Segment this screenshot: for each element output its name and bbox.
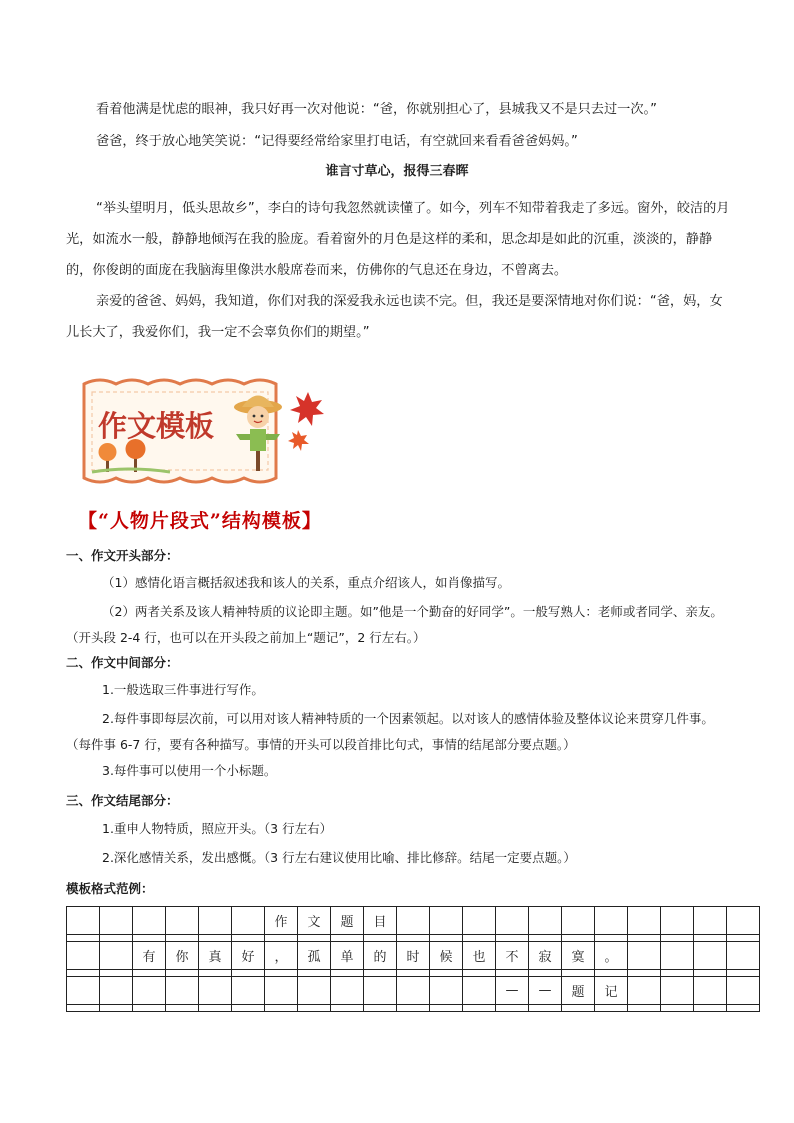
grid-cell: 真 xyxy=(199,942,232,970)
section-title: 【“人物片段式”结构模板】 xyxy=(78,510,322,532)
grid-cell: 寂 xyxy=(529,942,562,970)
grid-spacer-cell xyxy=(529,970,562,977)
outline-heading-2: 二、作文中间部分： xyxy=(66,655,179,670)
grid-cell: 有 xyxy=(133,942,166,970)
grid-cell: 作 xyxy=(265,907,298,935)
grid-cell xyxy=(661,907,694,935)
grid-spacer-cell xyxy=(298,935,331,942)
grid-spacer-cell xyxy=(397,935,430,942)
grid-spacer-cell xyxy=(133,970,166,977)
grid-spacer-cell xyxy=(694,970,727,977)
story-paragraph-1: 看着他满是忧虑的眼神，我只好再一次对他说：“爸，你就别担心了，县城我又不是只去过一次。” xyxy=(96,102,657,117)
grid-spacer-cell xyxy=(529,935,562,942)
grid-spacer-cell xyxy=(463,970,496,977)
grid-spacer-row xyxy=(67,935,760,942)
grid-row xyxy=(67,907,760,935)
grid-spacer-cell xyxy=(199,970,232,977)
grid-spacer-cell xyxy=(364,970,397,977)
grid-spacer-cell xyxy=(364,1005,397,1012)
grid-cell xyxy=(727,977,760,1005)
grid-cell xyxy=(529,907,562,935)
grid-cell xyxy=(397,977,430,1005)
grid-cell xyxy=(595,907,628,935)
grid-spacer-row xyxy=(67,1005,760,1012)
grid-spacer-cell xyxy=(232,935,265,942)
grid-cell: 你 xyxy=(166,942,199,970)
essay-template-banner xyxy=(70,374,330,486)
grid-cell xyxy=(100,907,133,935)
grid-cell xyxy=(727,907,760,935)
outline-item: 2.每件事即每层次前，可以用对该人精神特质的一个因素领起。以对该人的感情体验及整体议论来贯穿几件事。（每件事 6-7 行，要有各种描写。事情的开头可以段首排比句式，事情的结尾部分要点题。） xyxy=(66,711,714,752)
grid-cell: 不 xyxy=(496,942,529,970)
grid-cell xyxy=(199,907,232,935)
grid-spacer-cell xyxy=(67,1005,100,1012)
grid-spacer-cell xyxy=(232,970,265,977)
grid-spacer-cell xyxy=(430,1005,463,1012)
outline-item: 2.深化感情关系，发出感慨。（3 行左右建议使用比喻、排比修辞。结尾一定要点题。） xyxy=(102,850,576,865)
grid-spacer-cell xyxy=(628,970,661,977)
grid-spacer-cell xyxy=(265,935,298,942)
banner-title: 作文模板 xyxy=(98,409,215,443)
grid-spacer-cell xyxy=(331,1005,364,1012)
grid-cell: 时 xyxy=(397,942,430,970)
grid-spacer-cell xyxy=(265,970,298,977)
grid-spacer-cell xyxy=(496,970,529,977)
grid-spacer-cell xyxy=(463,1005,496,1012)
grid-cell xyxy=(265,977,298,1005)
grid-spacer-cell xyxy=(166,935,199,942)
grid-spacer-cell xyxy=(562,935,595,942)
story-paragraph-3: “举头望明月，低头思故乡”，李白的诗句我忽然就读懂了。如今，列车不知带着我走了多远。窗外，皎洁的月光，如流水一般，静静地倾泻在我的脸庞。看着窗外的月色是这样的柔和，思念却是如此的沉重，淡淡的，静静的，你俊朗的面庞在我脑海里像洪水般席卷而来，仿佛你的气息还在身边，不曾离去。 xyxy=(66,201,730,278)
grid-cell xyxy=(628,977,661,1005)
grid-cell xyxy=(694,942,727,970)
grid-spacer-cell xyxy=(364,935,397,942)
grid-cell xyxy=(67,977,100,1005)
grid-spacer-cell xyxy=(628,935,661,942)
grid-spacer-cell xyxy=(100,1005,133,1012)
grid-cell xyxy=(628,907,661,935)
outline-item: （2）两者关系及该人精神特质的议论即主题。如”他是一个勤奋的好同学”。一般写熟人：老师或者同学、亲友。（开头段 2-4 行，也可以在开头段之前加上“题记”，2 行左右。） xyxy=(66,604,723,645)
grid-spacer-cell xyxy=(694,935,727,942)
grid-cell: 题 xyxy=(331,907,364,935)
grid-spacer-cell xyxy=(298,970,331,977)
grid-cell xyxy=(298,977,331,1005)
grid-spacer-cell xyxy=(496,1005,529,1012)
grid-spacer-cell xyxy=(727,970,760,977)
grid-cell: 寞 xyxy=(562,942,595,970)
outline-item: 1.重申人物特质，照应开头。（3 行左右） xyxy=(102,821,333,836)
grid-spacer-cell xyxy=(529,1005,562,1012)
grid-spacer-cell xyxy=(430,935,463,942)
grid-spacer-cell xyxy=(166,1005,199,1012)
grid-cell xyxy=(694,977,727,1005)
grid-cell xyxy=(232,977,265,1005)
grid-spacer-cell xyxy=(661,970,694,977)
grid-spacer-cell xyxy=(463,935,496,942)
grid-cell: — xyxy=(529,977,562,1005)
grid-spacer-cell xyxy=(397,970,430,977)
grid-cell xyxy=(133,907,166,935)
grid-cell xyxy=(100,977,133,1005)
grid-spacer-cell xyxy=(661,1005,694,1012)
grid-cell xyxy=(463,977,496,1005)
grid-cell xyxy=(397,907,430,935)
grid-cell xyxy=(430,977,463,1005)
grid-spacer-cell xyxy=(430,970,463,977)
grid-cell: 目 xyxy=(364,907,397,935)
grid-cell xyxy=(562,907,595,935)
grid-cell xyxy=(331,977,364,1005)
grid-spacer-cell xyxy=(595,935,628,942)
grid-cell xyxy=(100,942,133,970)
grid-cell xyxy=(166,977,199,1005)
grid-cell xyxy=(232,907,265,935)
grid-cell: 文 xyxy=(298,907,331,935)
grid-spacer-cell xyxy=(199,1005,232,1012)
grid-cell xyxy=(67,907,100,935)
outline-heading-1: 一、作文开头部分： xyxy=(66,548,179,563)
story-paragraph-2: 爸爸，终于放心地笑笑说：“记得要经常给家里打电话，有空就回来看看爸爸妈妈。” xyxy=(96,134,578,149)
grid-spacer-cell xyxy=(694,1005,727,1012)
banner-frame-illustration xyxy=(70,374,330,486)
grid-spacer-cell xyxy=(67,935,100,942)
grid-cell xyxy=(661,977,694,1005)
grid-cell xyxy=(199,977,232,1005)
grid-spacer-cell xyxy=(298,1005,331,1012)
maple-leaf-icon xyxy=(290,392,324,426)
grid-spacer-cell xyxy=(100,970,133,977)
grid-spacer-cell xyxy=(562,1005,595,1012)
poem-title: 谁言寸草心，报得三春晖 xyxy=(325,164,469,179)
grid-cell: 候 xyxy=(430,942,463,970)
grid-spacer-cell xyxy=(397,1005,430,1012)
grid-cell xyxy=(496,907,529,935)
outline-item: 3.每件事可以使用一个小标题。 xyxy=(102,763,277,778)
grid-cell: 单 xyxy=(331,942,364,970)
grid-spacer-cell xyxy=(595,970,628,977)
grid-cell xyxy=(133,977,166,1005)
grid-cell xyxy=(364,977,397,1005)
grid-spacer-cell xyxy=(232,1005,265,1012)
grid-cell: 好 xyxy=(232,942,265,970)
grid-cell xyxy=(463,907,496,935)
grid-spacer-cell xyxy=(133,935,166,942)
grid-cell: ， xyxy=(265,942,298,970)
grid-row xyxy=(67,942,760,970)
outline-item: 1.一般选取三件事进行写作。 xyxy=(102,682,264,697)
grid-spacer-cell xyxy=(166,970,199,977)
grid-cell: 题 xyxy=(562,977,595,1005)
story-paragraph-4: 亲爱的爸爸、妈妈，我知道，你们对我的深爱我永远也读不完。但，我还是要深情地对你们说：“爸，妈，女儿长大了，我爱你们，我一定不会辜负你们的期望。” xyxy=(66,294,723,340)
grid-cell xyxy=(628,942,661,970)
grid-spacer-cell xyxy=(595,1005,628,1012)
maple-leaf-icon xyxy=(288,430,309,451)
grid-cell xyxy=(430,907,463,935)
grid-spacer-row xyxy=(67,970,760,977)
grid-row xyxy=(67,977,760,1005)
grid-cell xyxy=(67,942,100,970)
grid-caption: 模板格式范例： xyxy=(66,881,154,896)
grid-spacer-cell xyxy=(496,935,529,942)
grid-spacer-cell xyxy=(133,1005,166,1012)
grid-spacer-cell xyxy=(331,935,364,942)
grid-spacer-cell xyxy=(67,970,100,977)
grid-cell: — xyxy=(496,977,529,1005)
grid-cell: 也 xyxy=(463,942,496,970)
composition-grid xyxy=(66,906,760,1012)
grid-cell: 孤 xyxy=(298,942,331,970)
grid-spacer-cell xyxy=(727,1005,760,1012)
grid-spacer-cell xyxy=(562,970,595,977)
outline-item: （1）感情化语言概括叙述我和该人的关系，重点介绍该人，如肖像描写。 xyxy=(102,575,510,590)
grid-cell xyxy=(694,907,727,935)
grid-cell xyxy=(166,907,199,935)
grid-spacer-cell xyxy=(628,1005,661,1012)
grid-spacer-cell xyxy=(199,935,232,942)
grid-cell xyxy=(661,942,694,970)
outline-heading-3: 三、作文结尾部分： xyxy=(66,793,179,808)
grid-cell: 的 xyxy=(364,942,397,970)
grid-cell: 记 xyxy=(595,977,628,1005)
grid-spacer-cell xyxy=(265,1005,298,1012)
grid-spacer-cell xyxy=(331,970,364,977)
grid-cell: 。 xyxy=(595,942,628,970)
grid-spacer-cell xyxy=(661,935,694,942)
grid-spacer-cell xyxy=(727,935,760,942)
grid-cell xyxy=(727,942,760,970)
grid-spacer-cell xyxy=(100,935,133,942)
